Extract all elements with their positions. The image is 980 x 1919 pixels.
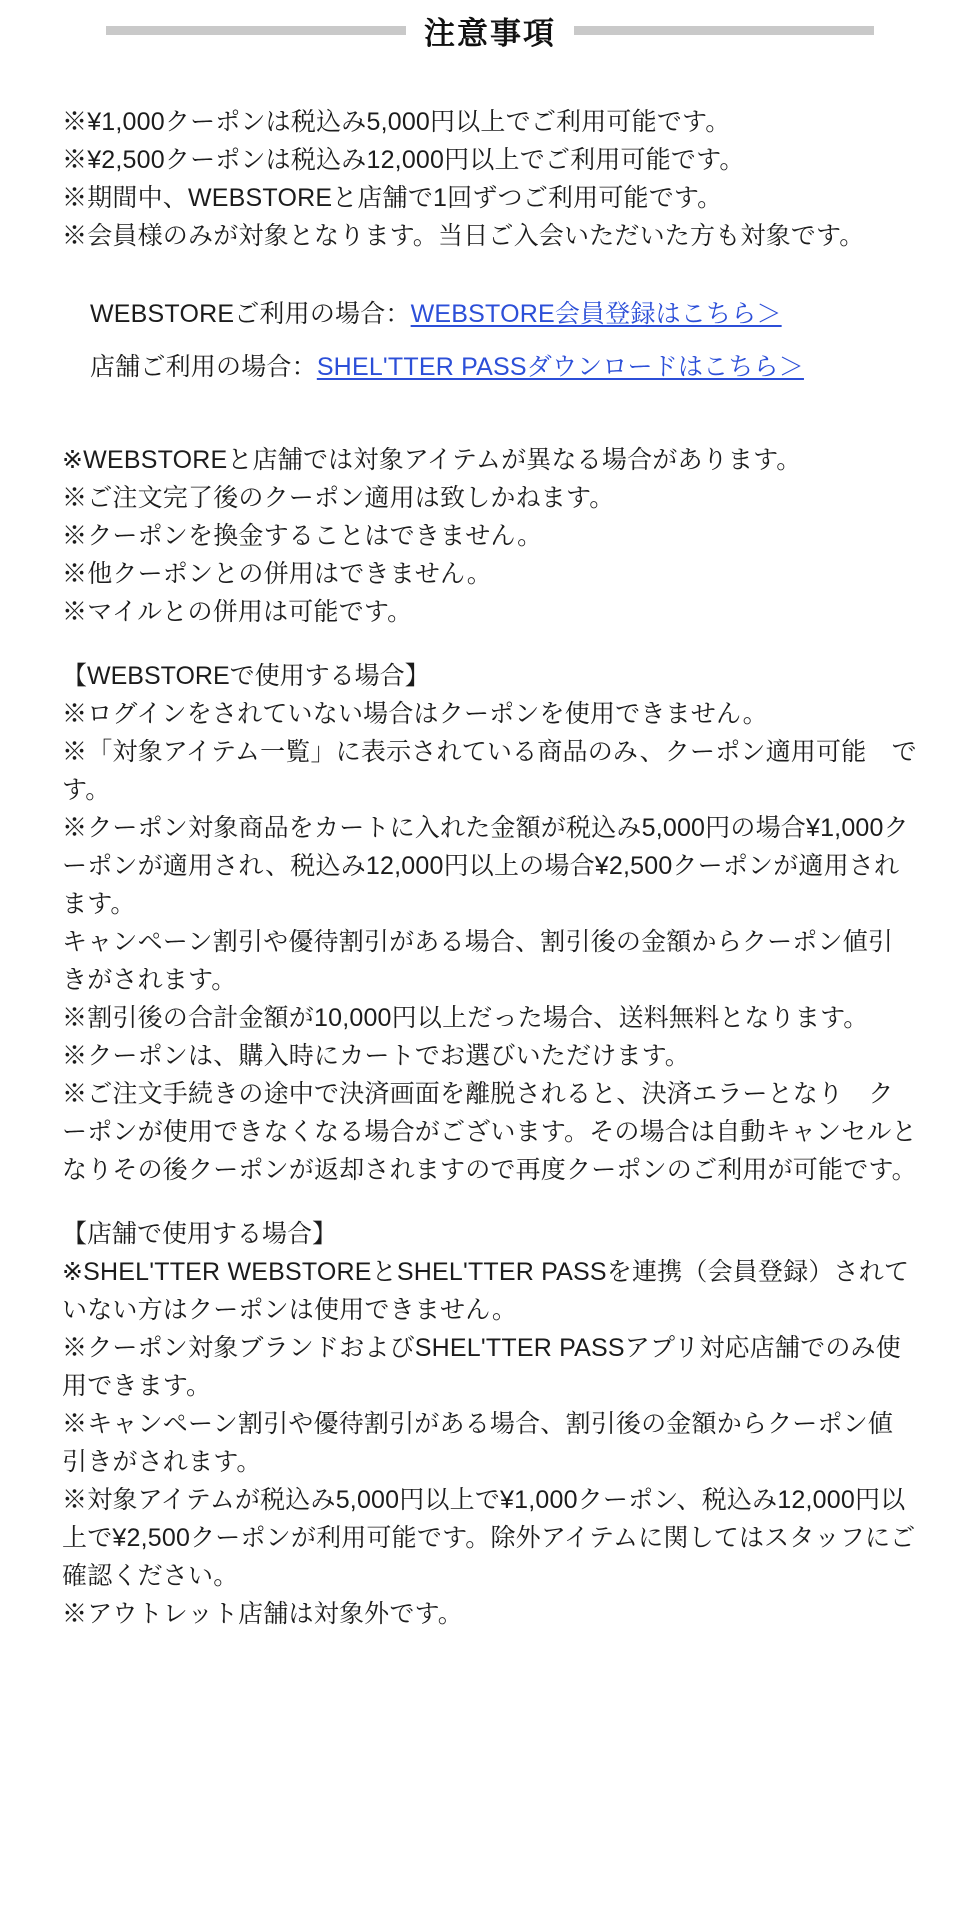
intro-line: ※¥2,500クーポンは税込み12,000円以上でご利用可能です。 (62, 146, 745, 174)
note-line: ※他クーポンとの併用はできません。 (62, 559, 492, 588)
webstore-signup-link[interactable]: WEBSTORE会員登録はこちら＞ (410, 300, 782, 328)
spacer (62, 631, 918, 657)
intro-line: ※会員様のみが対象となります。当日ご入会いただいた方も対象です。 (62, 222, 865, 250)
note-line: ※クーポンを換金することはできません。 (62, 521, 543, 550)
webstore-line: ※クーポンは、購入時にカートでお選びいただけます。 (62, 1041, 691, 1070)
note-line: ※マイルとの併用は可能です。 (62, 597, 413, 626)
note-line: ※ご注文完了後のクーポン適用は致しかねます。 (62, 483, 615, 512)
store-line: ※クーポン対象ブランドおよびSHEL'TTER PASSアプリ対応店舗でのみ使用できます。 (62, 1333, 901, 1400)
header-rule-right (574, 26, 874, 35)
store-line: ※アウトレット店舗は対象外です。 (62, 1599, 463, 1628)
spacer (62, 1189, 918, 1215)
store-line: ※SHEL'TTER WEBSTOREとSHEL'TTER PASSを連携（会員登録）されていない方はクーポンは使用できません。 (62, 1257, 910, 1324)
webstore-line: ※ご注文手続きの途中で決済画面を離脱されると、決済エラーとなり クーポンが使用できなくなる場合がございます。その場合は自動キャンセルとなりその後クーポンが返却されますので再度クーポンのご利用が可能です。 (62, 1079, 917, 1184)
webstore-link-prefix: WEBSTOREご利用の場合： (90, 300, 411, 328)
note-line: ※WEBSTOREと店舗では対象アイテムが異なる場合があります。 (62, 445, 802, 474)
spacer (62, 387, 918, 441)
link-block (62, 295, 918, 387)
webstore-line: ※「対象アイテム一覧」に表示されている商品のみ、クーポン適用可能 です。 (62, 737, 917, 804)
header-rule-left (106, 26, 406, 35)
webstore-section (62, 657, 918, 1189)
webstore-line: ※クーポン対象商品をカートに入れた金額が税込み5,000円の場合¥1,000クーポンが適用され、税込み12,000円以上の場合¥2,500クーポンが適用されます。 (62, 813, 909, 918)
store-section-heading: 【店舗で使用する場合】 (62, 1219, 338, 1248)
store-line: ※対象アイテムが税込み5,000円以上で¥1,000クーポン、税込み12,000円以上で¥2,500クーポンが利用可能です。除外アイテムに関してはスタッフにご確認ください。 (62, 1485, 916, 1590)
notice-content (0, 103, 980, 1633)
intro-block (62, 103, 918, 255)
notes-block (62, 441, 918, 631)
store-link-row (62, 348, 918, 387)
spacer (62, 255, 918, 295)
shelter-pass-download-link[interactable]: SHEL'TTER PASSダウンロードはこちら＞ (316, 352, 804, 381)
webstore-line: キャンペーン割引や優待割引がある場合、割引後の金額からクーポン値引きがされます。 (62, 927, 894, 994)
page-title: 注意事項 (424, 16, 556, 51)
page-header (0, 0, 980, 57)
intro-line: ※¥1,000クーポンは税込み5,000円以上でご利用可能です。 (62, 108, 731, 136)
store-line: ※キャンペーン割引や優待割引がある場合、割引後の金額からクーポン値引きがされます。 (62, 1409, 894, 1476)
webstore-link-row (62, 295, 918, 334)
webstore-line: ※ログインをされていない場合はクーポンを使用できません。 (62, 699, 768, 728)
webstore-line: ※割引後の合計金額が10,000円以上だった場合、送料無料となります。 (62, 1003, 869, 1032)
store-link-prefix: 店舗ご利用の場合： (90, 352, 317, 381)
intro-line: ※期間中、WEBSTOREと店舗で1回ずつご利用可能です。 (62, 184, 723, 212)
webstore-section-heading: 【WEBSTOREで使用する場合】 (62, 661, 430, 690)
store-section (62, 1215, 918, 1633)
